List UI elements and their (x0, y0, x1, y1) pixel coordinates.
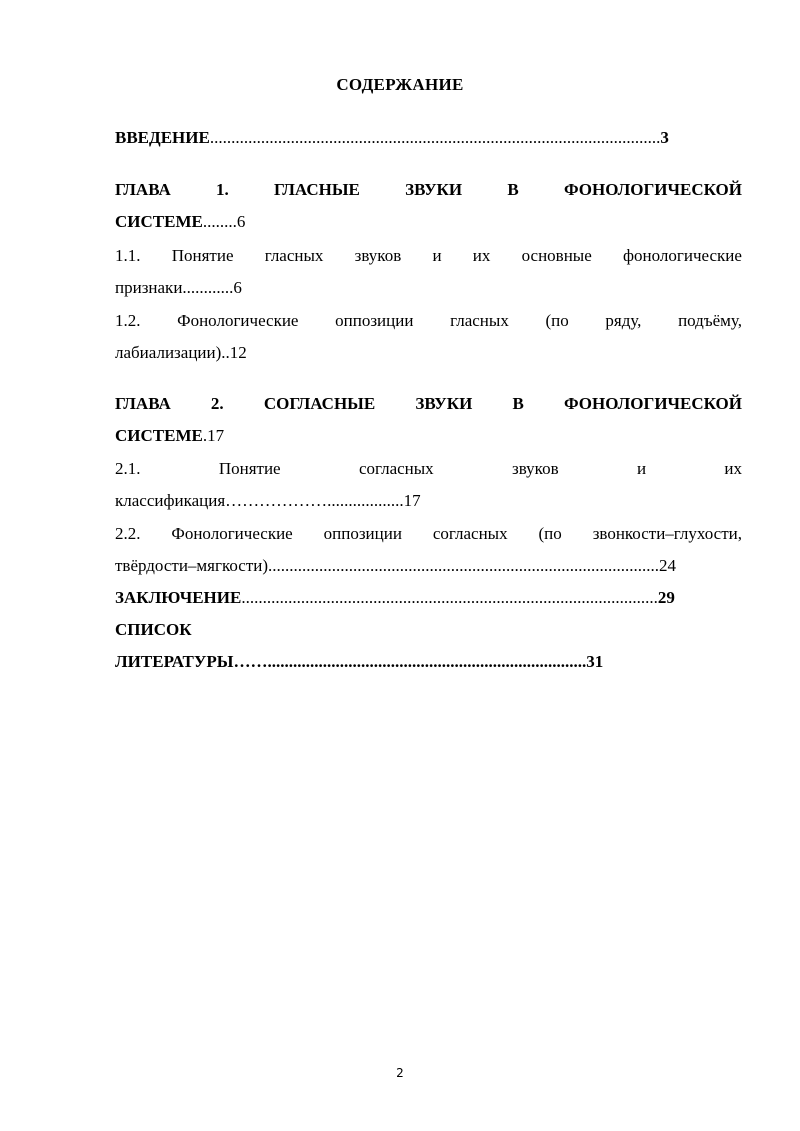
toc-word: ФОНОЛОГИЧЕСКОЙ (563, 394, 742, 413)
toc-word: согласных (432, 524, 508, 543)
toc-word: ГЛАСНЫЕ (274, 180, 360, 199)
toc-word: 1. (216, 180, 229, 199)
toc-entry-title: СИСТЕМЕ (115, 426, 203, 445)
toc-word: 2.2. (115, 524, 141, 543)
toc-word: гласных (264, 246, 324, 265)
toc-entry-chapter-1[interactable] (115, 179, 742, 201)
toc-word: согласных (358, 459, 434, 478)
toc-entry-chapter-2-cont[interactable] (115, 425, 742, 447)
page-number: 2 (396, 1066, 404, 1080)
toc-page-number: 6 (236, 212, 246, 231)
toc-entry-section-2-1-cont[interactable]: классификация………………..................17 (115, 491, 421, 510)
toc-word: 1.1. (115, 246, 141, 265)
toc-word: В (512, 394, 524, 413)
toc-page-number: .17 (202, 426, 225, 445)
toc-word: Понятие (218, 459, 281, 478)
toc-word: Фонологические (171, 524, 293, 543)
toc-entry-section-1-2[interactable] (115, 310, 742, 332)
toc-word: ЗВУКИ (415, 394, 473, 413)
toc-entry-title: ВВЕДЕНИЕ (115, 128, 210, 147)
toc-entry-title: СИСТЕМЕ (115, 212, 203, 231)
toc-entry-chapter-1-cont[interactable] (115, 211, 742, 233)
toc-page-number: 3 (660, 128, 669, 147)
toc-word: В (507, 180, 519, 199)
toc-entry-title: ЗАКЛЮЧЕНИЕ (115, 588, 242, 607)
toc-entry-section-1-2-cont[interactable]: лабиализации)..12 (115, 343, 247, 362)
toc-word: звуков (512, 459, 559, 478)
toc-word: основные (521, 246, 592, 265)
toc-word: 2. (210, 394, 224, 413)
toc-word: ряду, (605, 311, 642, 330)
toc-word: ЗВУКИ (405, 180, 463, 199)
toc-word: Понятие (171, 246, 234, 265)
toc-word: 1.2. (115, 311, 141, 330)
toc-entry-references-cont[interactable]: ЛИТЕРАТУРЫ……...........................................................................31 (115, 652, 604, 671)
toc-leader-dots: .................................................................................................. (241, 588, 658, 607)
toc-word: их (472, 246, 491, 265)
toc-page-number: 29 (657, 588, 675, 607)
page-title: СОДЕРЖАНИЕ (336, 75, 464, 94)
toc-entry-references[interactable]: СПИСОК (115, 620, 192, 639)
toc-word: и (636, 459, 647, 478)
toc-word: (по (538, 524, 562, 543)
toc-leader-dots: .......................................................................................................... (209, 128, 661, 147)
toc-entry-section-1-1-cont[interactable]: признаки............6 (115, 278, 242, 297)
toc-word: оппозиции (335, 311, 414, 330)
toc-word: ФОНОЛОГИЧЕСКОЙ (563, 180, 742, 199)
toc-word: (по (545, 311, 569, 330)
toc-entry-section-2-1[interactable] (115, 458, 742, 480)
toc-word: подъёму, (678, 311, 742, 330)
toc-word: фонологические (623, 246, 742, 265)
toc-word: 2.1. (115, 459, 141, 478)
toc-entry-chapter-2[interactable] (115, 393, 742, 415)
toc-entry-section-2-2-cont[interactable]: твёрдости–мягкости)............................................................................................24 (115, 556, 677, 575)
toc-word: звуков (354, 246, 402, 265)
toc-word: СОГЛАСНЫЕ (263, 394, 376, 413)
toc-leader-dots: ........ (202, 212, 237, 231)
toc-entry-section-2-2[interactable] (115, 523, 742, 545)
toc-word: Фонологические (177, 311, 299, 330)
toc-word: их (724, 459, 742, 478)
toc-entry-section-1-1[interactable] (115, 245, 742, 267)
toc-word: гласных (450, 311, 509, 330)
toc-word: и (432, 246, 442, 265)
toc-word: ГЛАВА (115, 394, 171, 413)
toc-word: ГЛАВА (115, 180, 171, 199)
toc-entry-introduction[interactable] (115, 127, 742, 149)
toc-entry-conclusion[interactable] (115, 587, 742, 609)
toc-word: звонкости–глухости, (592, 524, 742, 543)
toc-word: оппозиции (323, 524, 402, 543)
